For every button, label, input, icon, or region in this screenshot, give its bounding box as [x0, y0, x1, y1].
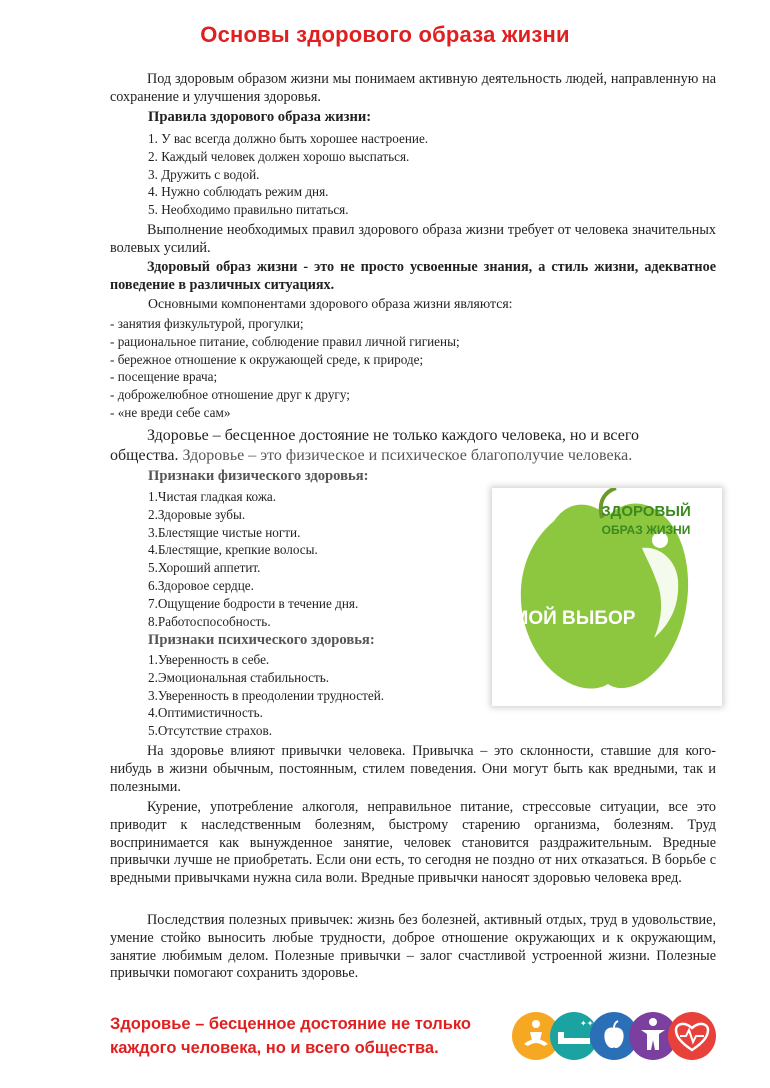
list-item: - «не вреди себе сам» [110, 404, 231, 420]
page-title: Основы здорового образа жизни [200, 22, 570, 47]
list-item: 1.Уверенность в себе. [148, 652, 270, 667]
apple-illustration [492, 488, 722, 706]
list-item: 2. Каждый человек должен хорошо выспаться. [148, 148, 410, 164]
list-item: 4. Нужно соблюдать режим дня. [148, 184, 329, 200]
health-line-2a: общества. [110, 447, 179, 464]
list-item: 5.Отсутствие страхов. [148, 723, 273, 739]
list-item: 1.Чистая гладкая кожа. [148, 489, 277, 504]
good-habits-paragraph: Последствия полезных привычек: жизнь без болезней, активный отдых, труд в удовольствие, умение стойко выносить любые трудности, доброе отношение окружающих и к окружающим, занятие любимым делом. Полезные привычки – залог счастливой устроенной жизни. Полезные привычки помогают сохранить здоровье. [110, 912, 716, 982]
physical-heading: Признаки физического здоровья: [148, 468, 369, 484]
footer-slogan: Здоровье – бесценное достояние не только каждого человека, но и всего общества. [110, 1015, 472, 1057]
svg-text:✦✦: ✦✦ [580, 1019, 594, 1028]
list-item: 3.Уверенность в преодолении трудностей. [148, 687, 385, 703]
habits-paragraph: На здоровье влияют привычки человека. Привычка – это склонности, ставшие для кого-нибудь в жизни обычным, постоянным, стилем поведения. Они могут быть как вредными, так и полезными. [110, 743, 716, 795]
list-item: 5.Хороший аппетит. [148, 560, 261, 576]
heart-pulse-icon [668, 1012, 716, 1060]
bad-habits-paragraph: Курение, употребление алкоголя, неправильное питание, стрессовые ситуации, все это приводит к наследственным болезням, быстрому старению организма, болезням. Труд воспринимается как вынужденное занятие, человек становится раздражительным. Вредные привычки лучше не приобретать. Если они есть, то сегодня не поздно от них отказаться. В борьбе с вредными привычками нужна сила воли. Вредные привычки наносят здоровью человека вред. [110, 799, 716, 887]
list-item: - доброжелюбное отношение друг к другу; [110, 387, 350, 403]
list-item: 4.Оптимистичность. [148, 705, 263, 721]
components-list [110, 315, 460, 422]
list-item: 3. Дружить с водой. [148, 166, 260, 182]
emphasis-paragraph: Здоровый образ жизни - это не просто усвоенные знания, а стиль жизни, адекватное поведение в различных ситуациях. [110, 259, 716, 293]
execution-paragraph: Выполнение необходимых правил здорового образа жизни требует от человека значительных волевых усилий. [110, 222, 716, 256]
intro-paragraph: Под здоровым образом жизни мы понимаем активную деятельность людей, направленную на сохранение и улучшения здоровья. [110, 71, 716, 105]
rules-heading: Правила здорового образа жизни: [148, 109, 372, 125]
components-intro: Основными компонентами здорового образа жизни являются: [148, 296, 513, 311]
list-item: 1. У вас всегда должно быть хорошее настроение. [148, 131, 429, 146]
badge-line-3: МОЙ ВЫБОР [512, 608, 636, 629]
list-item: 7.Ощущение бодрости в течение дня. [148, 595, 359, 611]
list-item: 3.Блестящие чистые ногти. [148, 524, 301, 540]
list-item: 2.Эмоциональная стабильность. [148, 669, 330, 685]
list-item: 5. Необходимо правильно питаться. [148, 202, 349, 218]
list-item: - посещение врача; [110, 369, 218, 385]
physical-list [148, 488, 358, 630]
mental-list [148, 651, 384, 740]
icons-svg [510, 1004, 716, 1068]
badge-line-2: ОБРАЗ ЖИЗНИ [601, 523, 691, 537]
mental-heading: Признаки психического здоровья: [148, 632, 375, 648]
badge-line-1: ЗДОРОВЫЙ [601, 503, 691, 520]
list-item: 4.Блестящие, крепкие волосы. [148, 542, 318, 558]
list-item: 6.Здоровое сердце. [148, 577, 254, 593]
health-line-2b: Здоровье – это физическое и психическое благополучие человека. [178, 447, 633, 464]
health-line-1: Здоровье – бесценное достояние не только каждого человека, но и всего [147, 427, 639, 444]
healthy-lifestyle-badge [492, 488, 722, 706]
list-item: 8.Работоспособность. [148, 613, 271, 629]
list-item: - бережное отношение к окружающей среде, к природе; [110, 351, 424, 367]
list-item: - рациональное питание, соблюдение правил личной гигиены; [110, 333, 460, 349]
health-icons-strip [510, 1004, 716, 1068]
list-item: 2.Здоровые зубы. [148, 506, 246, 522]
health-line-2 [110, 446, 716, 465]
rules-list [148, 130, 428, 219]
list-item: - занятия физкультурой, прогулки; [110, 316, 304, 331]
